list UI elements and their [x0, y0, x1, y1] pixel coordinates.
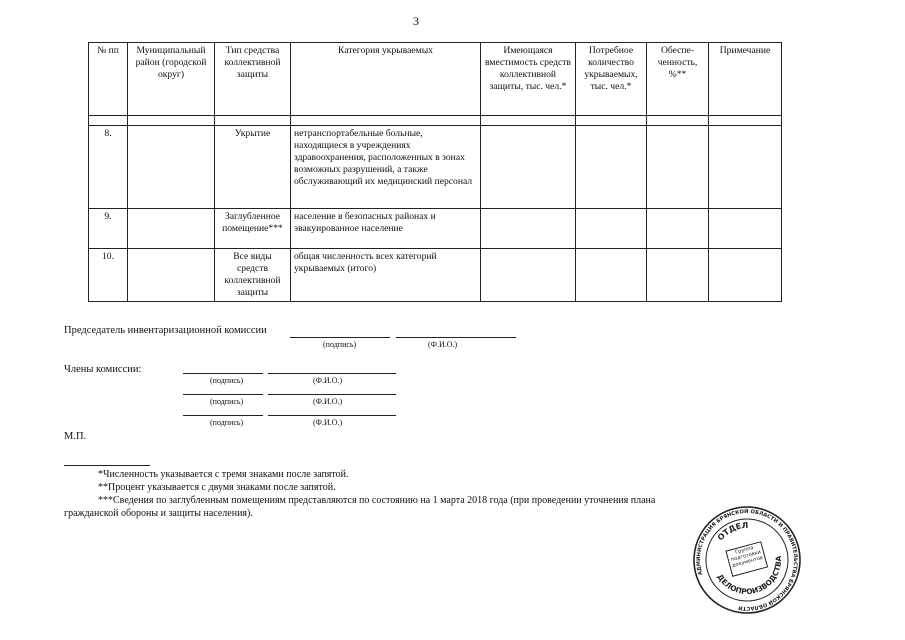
- cell-required: [576, 209, 647, 249]
- member-signature-line: [183, 415, 263, 416]
- footnote-3-continued: гражданской обороны и защиты населения).: [64, 508, 253, 519]
- cell-number: 10.: [89, 249, 128, 302]
- header-district: Муниципальный район (городской округ): [128, 43, 215, 116]
- header-provision: Обеспе-ченность, %**: [647, 43, 709, 116]
- cell-capacity: [481, 249, 576, 302]
- member-name-line: [268, 394, 396, 395]
- table-row: [89, 209, 782, 249]
- stamp-ring-text: АДМИНИСТРАЦИЯ БРЯНСКОЙ ОБЛАСТИ И ПРАВИТЕЛЬСТВА БРЯНСКОЙ ОБЛАСТИ: [695, 508, 799, 612]
- header-note: Примечание: [709, 43, 782, 116]
- signature-caption: (подпись): [323, 340, 357, 349]
- members-label: Члены комиссии:: [64, 364, 142, 375]
- header-number: № пп: [89, 43, 128, 116]
- stamp-inner-top: ОТДЕЛ: [715, 520, 749, 543]
- stamp-inner-bottom: ДЕЛОПРОИЗВОДСТВА: [715, 555, 784, 597]
- footnote-1: *Численность указывается с тремя знаками после запятой.: [98, 469, 349, 480]
- member-signature-line: [183, 394, 263, 395]
- cell-provision: [647, 209, 709, 249]
- cell-required: [576, 249, 647, 302]
- footnote-2: **Процент указывается с двумя знаками после запятой.: [98, 482, 336, 493]
- cell-district: [128, 249, 215, 302]
- member-signature-line: [183, 373, 263, 374]
- table-header-row: [89, 43, 782, 116]
- page-number: 3: [413, 14, 419, 28]
- cell-note: [709, 209, 782, 249]
- cell-category: нетранспортабельные больные, находящиеся в учреждениях здравоохранения, расположенных в зонах возможных разрушений, а также обслуживающий их медицинский персонал: [291, 126, 481, 209]
- name-caption: (Ф.И.О.): [313, 397, 343, 406]
- cell-district: [128, 209, 215, 249]
- seal-label: М.П.: [64, 431, 87, 442]
- cell-required: [576, 126, 647, 209]
- cell-note: [709, 126, 782, 209]
- stamp-box-text: Группа подготовки документов: [730, 545, 764, 569]
- signature-caption: (подпись): [210, 418, 244, 427]
- header-required: Потребное количество укрываемых, тыс. чел.*: [576, 43, 647, 116]
- cell-category: общая численность всех категорий укрываемых (итого): [291, 249, 481, 302]
- name-caption: (Ф.И.О.): [428, 340, 458, 349]
- cell-district: [128, 126, 215, 209]
- footnote-3: ***Сведения по заглубленным помещениям представляются по состоянию на 1 марта 2018 года (при проведении уточнения плана: [98, 495, 656, 506]
- cell-protection-type: Заглубленное помещение***: [215, 209, 291, 249]
- chairman-name-line: [396, 337, 516, 338]
- footnote-separator: [64, 465, 150, 466]
- name-caption: (Ф.И.О.): [313, 376, 343, 385]
- cell-number: 9.: [89, 209, 128, 249]
- cell-protection-type: Укрытие: [215, 126, 291, 209]
- member-name-line: [268, 415, 396, 416]
- official-stamp: [688, 505, 806, 615]
- cell-provision: [647, 126, 709, 209]
- chairman-signature-line: [290, 337, 390, 338]
- member-name-line: [268, 373, 396, 374]
- signature-caption: (подпись): [210, 397, 244, 406]
- header-protection-type: Тип средства коллективной защиты: [215, 43, 291, 116]
- name-caption: (Ф.И.О.): [313, 418, 343, 427]
- header-category: Категория укрываемых: [291, 43, 481, 116]
- table-row: [89, 249, 782, 302]
- table-row: [89, 126, 782, 209]
- cell-capacity: [481, 209, 576, 249]
- cell-number: 8.: [89, 126, 128, 209]
- table-spacer-row: [89, 116, 782, 126]
- cell-category: население в безопасных районах и эвакуированное население: [291, 209, 481, 249]
- chairman-label: Председатель инвентаризационной комиссии: [64, 325, 267, 336]
- cell-protection-type: Все виды средств коллективной защиты: [215, 249, 291, 302]
- cell-capacity: [481, 126, 576, 209]
- shelter-table: [88, 42, 782, 302]
- signature-caption: (подпись): [210, 376, 244, 385]
- header-capacity: Имеющаяся вместимость средств коллективной защиты, тыс. чел.*: [481, 43, 576, 116]
- cell-note: [709, 249, 782, 302]
- cell-provision: [647, 249, 709, 302]
